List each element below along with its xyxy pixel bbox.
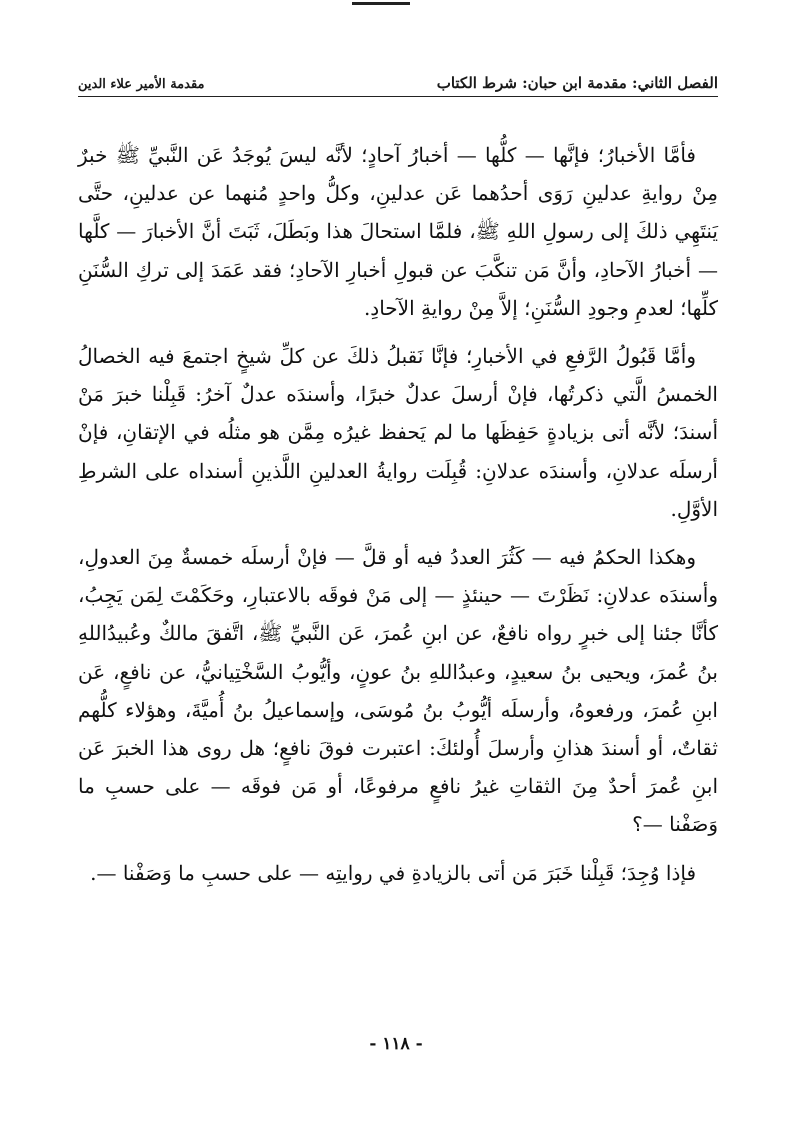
page-number: - ١١٨ - xyxy=(369,1034,423,1054)
page-body xyxy=(78,136,718,902)
paragraph-2: وأمَّا قَبُولُ الرَّفعِ في الأخبارِ؛ فإنَّا نَقبلُ ذلكَ عن كلِّ شيخٍ اجتمعَ فيه الخصالُ الخمسُ الَّتي ذكرتُها، فإنْ أرسلَ عدلٌ خبرًا، وأسندَه عدلٌ آخرُ: قَبِلْنا خبرَ مَنْ أسندَ؛ لأنَّه أتى بزيادةٍ حَفِظَها ما لم يَحفظ غيرُه مِمَّن هو مثلُه في الإتقانِ، فإنْ أرسلَه عدلانِ، وأسندَه عدلانِ: قُبِلَت روايةُ العدلينِ اللَّذينِ أسنداه على الشرطِ الأوَّلِ. xyxy=(78,344,718,521)
paragraph-1: فأمَّا الأخبارُ؛ فإنَّها — كلُّها — أخبارُ آحادٍ؛ لأنَّه ليسَ يُوجَدُ عَن النَّبيِّ ﷺ خبرٌ مِنْ روايةِ عدلينِ رَوَى أحدُهما عَن عدلينِ، وكلُّ واحدٍ مُنهما عن عدلينِ، حتَّى يَنتَهِي ذلكَ إلى رسولِ اللهِ ﷺ، فلمَّا استحالَ هذا وبَطَلَ، ثَبَتَ أنَّ الأخبارَ — كلَّها — أخبارُ الآحادِ، وأنَّ مَن تنكَّبَ عن قبولِ أخبارِ الآحادِ؛ فقد عَمَدَ إلى تركِ السُّنَنِ كلِّها؛ لعدمِ وجودِ السُّنَنِ؛ إلاَّ مِنْ روايةِ الآحادِ. xyxy=(78,143,718,320)
running-header xyxy=(78,62,718,92)
header-rule xyxy=(78,96,718,97)
paragraph-4: فإذا وُجِدَ؛ قَبِلْنا خَبَرَ مَن أتى بالزيادةِ في روايتِه — على حسبِ ما وَصَفْنا —. xyxy=(90,860,696,885)
chapter-title: الفصل الثاني: مقدمة ابن حبان: شرط الكتاب xyxy=(436,74,718,92)
top-edge-mark xyxy=(352,2,410,5)
paragraph-3: وهكذا الحكمُ فيه — كَثُرَ العددُ فيه أو قلَّ — فإنْ أرسلَه خمسةٌ مِنَ العدولِ، وأسندَه عدلانِ: نَظَرْتَ — حينئذٍ — إلى مَنْ فوقَه بالاعتبارِ، وحَكَمْتَ لِمَن يَجِبُ، كأنَّا جئنا إلى خبرٍ رواه نافعٌ، عن ابنِ عُمرَ، عَن النَّبيِّ ﷺ، اتَّفقَ مالكٌ وعُبيدُاللهِ بنُ عُمرَ، ويحيى بنُ سعيدٍ، وعبدُاللهِ بنُ عونٍ، وأيُّوبُ السَّخْتِيانيُّ، عن نافعٍ، عَن ابنِ عُمرَ، ورفعوهُ، وأرسلَه أيُّوبُ بنُ مُوسَى، وإسماعيلُ بنُ أُميَّةَ، وهؤلاء كلُّهم ثقاتٌ، أو أسندَ هذانِ وأرسلَ أُولئكَ: اعتبرت فوقَ نافعٍ؛ هل روى هذا الخبرَ عَن ابنِ عُمرَ أحدٌ مِنَ الثقاتِ غيرُ نافعٍ مرفوعًا، أو مَن فوقَه — على حسبِ ما وَصَفْنا —؟ xyxy=(78,545,718,837)
book-title: مقدمة الأمير علاء الدين xyxy=(78,77,205,92)
